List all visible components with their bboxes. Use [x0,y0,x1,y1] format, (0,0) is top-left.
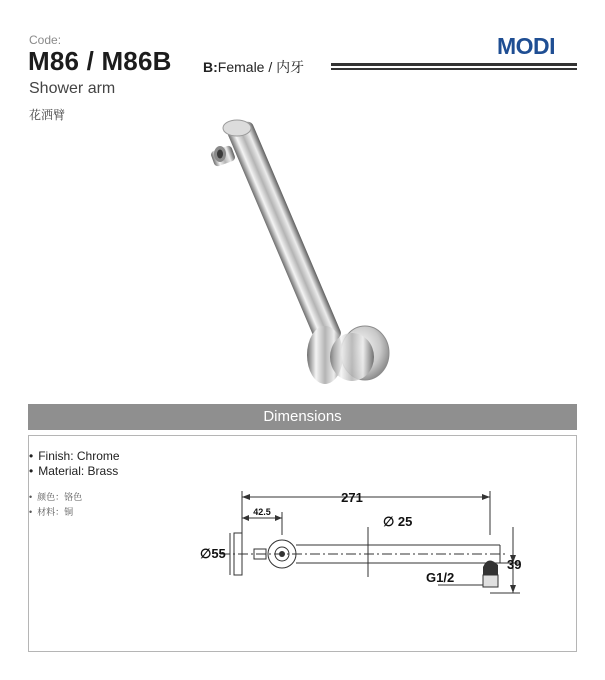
model-code: M86 / M86B [28,46,172,76]
finish-text: Finish: Chrome [38,449,120,463]
finish-spec-cn [29,490,82,503]
length-label: 271 [341,490,363,505]
finish-spec [29,449,120,463]
pipe-diameter-label: ∅ 25 [383,514,413,529]
product-name-en: Shower arm [29,80,116,97]
thread-label: G1/2 [426,570,455,585]
code-label: Code: [29,33,62,47]
product-name-cn: 花洒臂 [29,108,66,122]
finish-cn-text: 颜色：铬色 [37,492,83,502]
header-rule-top [331,63,577,66]
variant-label [203,57,304,77]
variant-prefix: B: [203,59,218,75]
dimensions-section-header: Dimensions [28,404,577,430]
material-spec-cn [29,505,73,518]
material-text: Material: Brass [38,464,119,478]
material-cn-text: 材料：铜 [37,507,74,517]
brand-logo: MODI [497,33,556,59]
material-spec [29,464,118,478]
header-rule-bottom [331,68,577,70]
bullet: • [29,507,33,517]
shower-arm-photo-icon [210,110,410,400]
flange-diameter-label: ∅55 [200,546,226,561]
flange-offset-label: 42.5 [253,507,271,517]
height-label: 39 [507,557,522,572]
variant-text: Female / 内牙 [217,59,305,75]
technical-drawing [200,485,540,595]
bullet: • [29,492,33,502]
bullet: • [29,464,34,478]
bullet: • [29,449,34,463]
